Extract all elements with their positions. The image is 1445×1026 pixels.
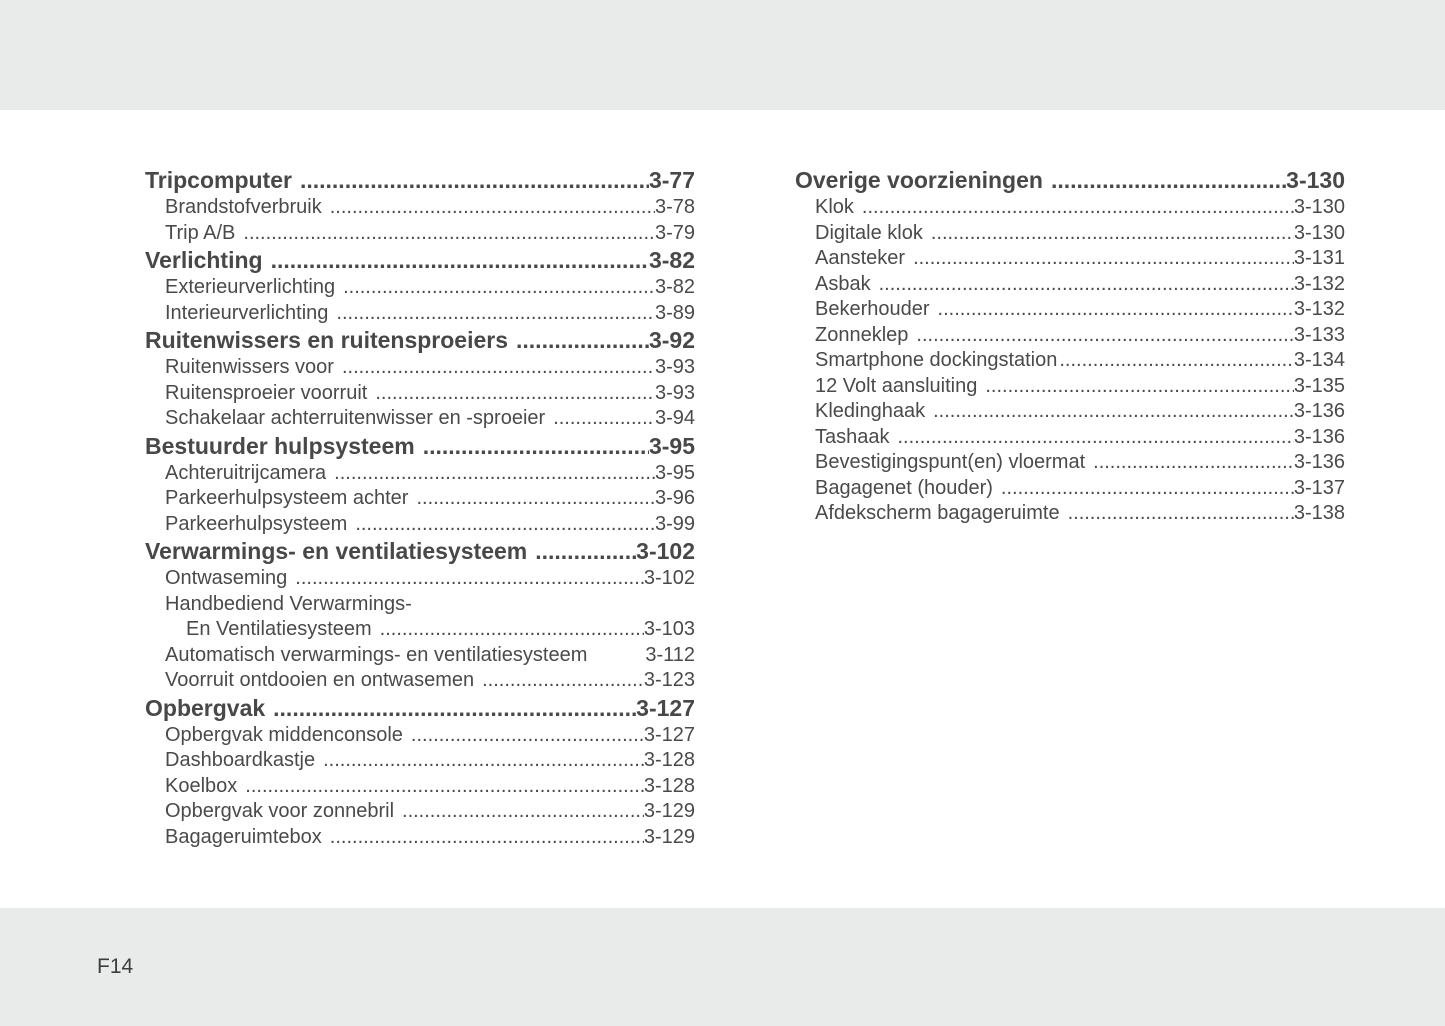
toc-item[interactable]: Automatisch verwarmings- en ventilatiesysteem 3-112	[165, 643, 695, 666]
toc-item[interactable]: Ruitensproeier voorruit ..... 3-93	[145, 381, 695, 407]
toc-right-column	[795, 166, 1345, 527]
toc-item[interactable]: Schakelaar achterruitenwisser en -sproeier ..... 3-94	[145, 406, 695, 432]
toc-item[interactable]: Zonneklep ..... 3-133	[795, 323, 1345, 349]
toc-item[interactable]: Klok ..... 3-130	[795, 195, 1345, 221]
toc-item[interactable]: Parkeerhulpsysteem ..... 3-99	[145, 512, 695, 538]
toc-item[interactable]: Exterieurverlichting ..... 3-82	[145, 275, 695, 301]
toc-item[interactable]: Afdekscherm bagageruimte ..... 3-138	[795, 501, 1345, 527]
toc-item[interactable]: Bagagenet (houder) ..... 3-137	[795, 476, 1345, 502]
toc-item[interactable]: Bekerhouder ..... 3-132	[795, 297, 1345, 323]
toc-item[interactable]: Dashboardkastje ..... 3-128	[145, 748, 695, 774]
toc-item[interactable]: Asbak ..... 3-132	[795, 272, 1345, 298]
toc-item[interactable]: Digitale klok ..... 3-130	[795, 221, 1345, 247]
toc-item[interactable]: Tashaak ..... 3-136	[795, 425, 1345, 451]
toc-item[interactable]: Aansteker ..... 3-131	[795, 246, 1345, 272]
toc-heading-ruitenwissers[interactable]: Ruitenwissers en ruitensproeiers ..... 3-92	[145, 326, 695, 355]
toc-heading-opbergvak[interactable]: Opbergvak ..... 3-127	[145, 694, 695, 723]
header-band	[0, 0, 1445, 110]
toc-item[interactable]: Trip A/B ..... 3-79	[145, 221, 695, 247]
toc-item[interactable]: Ontwaseming ..... 3-102	[145, 566, 695, 592]
toc-item[interactable]: Voorruit ontdooien en ontwasemen ..... 3-123	[145, 668, 695, 694]
toc-left-column	[145, 166, 695, 850]
toc-item[interactable]: Koelbox ..... 3-128	[145, 774, 695, 800]
toc-item[interactable]: 12 Volt aansluiting ..... 3-135	[795, 374, 1345, 400]
toc-heading-tripcomputer[interactable]: Tripcomputer ..... 3-77	[145, 166, 695, 195]
toc-item-label-line: Handbediend Verwarmings-	[165, 592, 412, 615]
toc-heading-verlichting[interactable]: Verlichting ..... 3-82	[145, 246, 695, 275]
toc-item[interactable]: Ruitenwissers voor ..... 3-93	[145, 355, 695, 381]
toc-item[interactable]: Brandstofverbruik ..... 3-78	[145, 195, 695, 221]
toc-item[interactable]: Achteruitrijcamera ..... 3-95	[145, 461, 695, 487]
toc-item[interactable]: En Ventilatiesysteem ..... 3-103	[145, 617, 695, 643]
toc-item[interactable]: Parkeerhulpsysteem achter ..... 3-96	[145, 486, 695, 512]
toc-heading-overige-voorzieningen[interactable]: Overige voorzieningen ..... 3-130	[795, 166, 1345, 195]
toc-item[interactable]: Kledinghaak ..... 3-136	[795, 399, 1345, 425]
toc-heading-bestuurder-hulpsysteem[interactable]: Bestuurder hulpsysteem ..... 3-95	[145, 432, 695, 461]
toc-item[interactable]: Bagageruimtebox ..... 3-129	[145, 825, 695, 851]
toc-item[interactable]: Smartphone dockingstation ..... 3-134	[795, 348, 1345, 374]
toc-heading-verwarming[interactable]: Verwarmings- en ventilatiesysteem ..... 3-102	[145, 537, 695, 566]
toc-item[interactable]: Interieurverlichting ..... 3-89	[145, 301, 695, 327]
toc-item[interactable]: Bevestigingspunt(en) vloermat ..... 3-136	[795, 450, 1345, 476]
page-number: F14	[97, 955, 134, 978]
toc-item[interactable]: Opbergvak voor zonnebril ..... 3-129	[145, 799, 695, 825]
toc-item[interactable]: Opbergvak middenconsole ..... 3-127	[145, 723, 695, 749]
footer-band	[0, 908, 1445, 1026]
